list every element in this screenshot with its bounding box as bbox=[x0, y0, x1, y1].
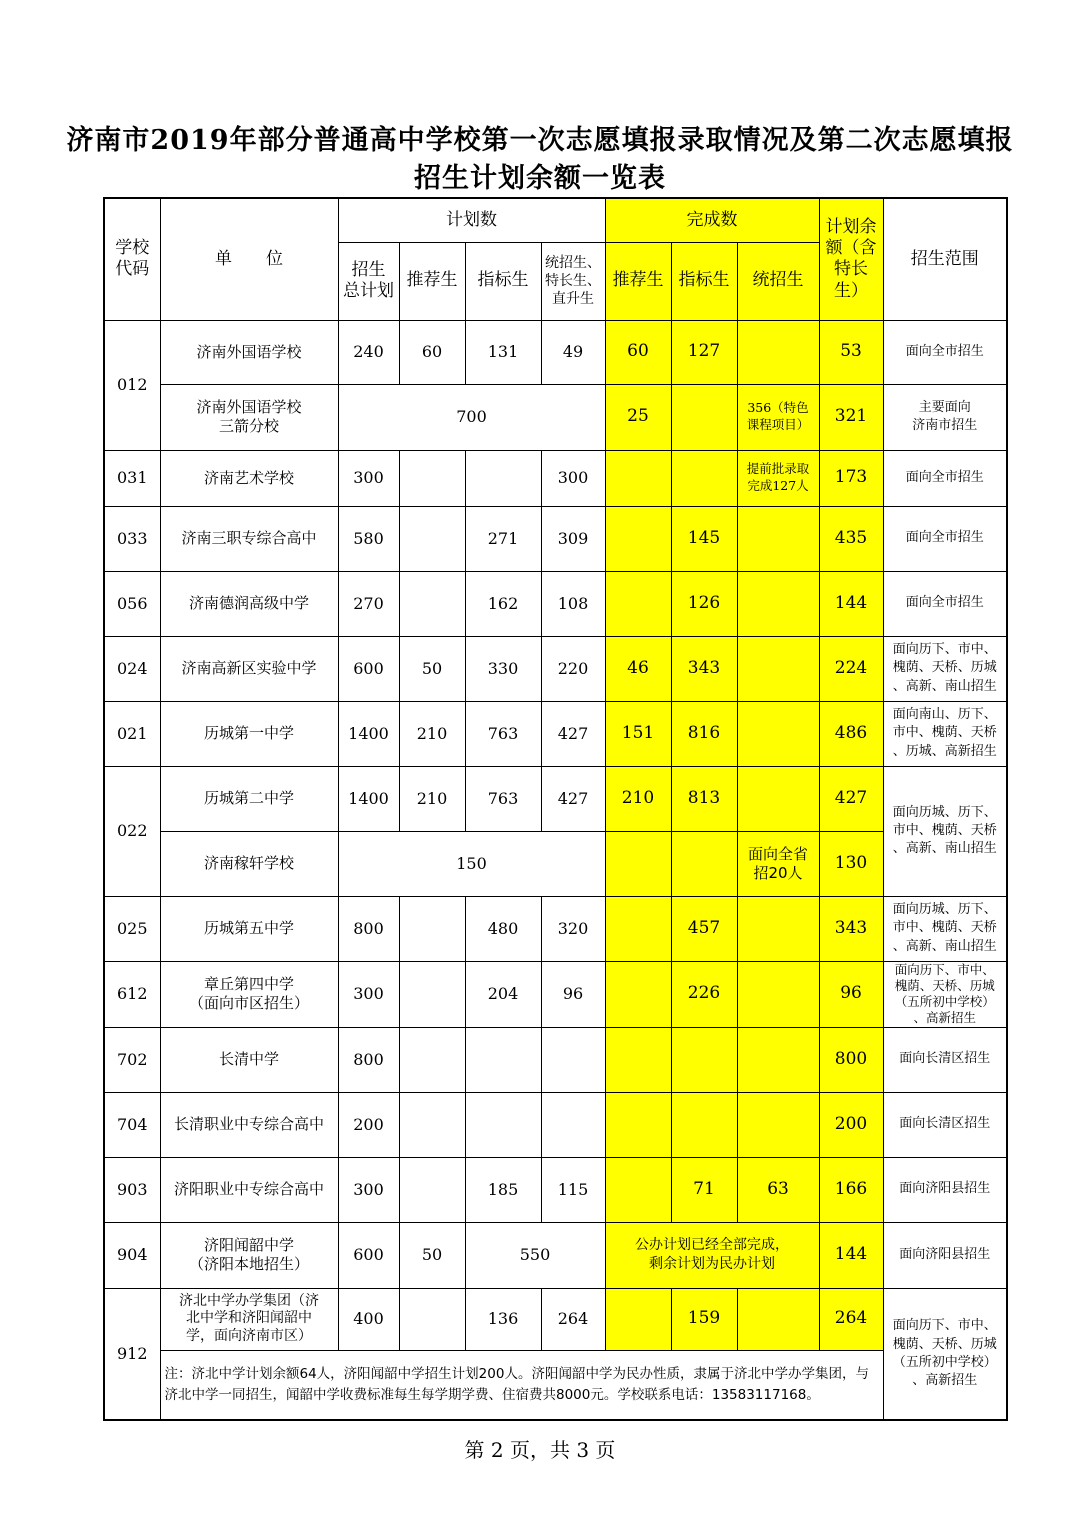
cell-remain: 144 bbox=[819, 571, 883, 636]
cell-scope: 面向长清区招生 bbox=[883, 1027, 1007, 1092]
cell-done-uni bbox=[737, 1092, 819, 1157]
cell-rec bbox=[399, 1027, 465, 1092]
cell-code: 903 bbox=[104, 1157, 160, 1222]
cell-merged-plan: 150 bbox=[338, 831, 605, 896]
cell-done-rec bbox=[605, 450, 671, 506]
cell-scope: 面向历下、市中、 槐荫、天桥、历城 （五所初中学校） 、高新招生 bbox=[883, 961, 1007, 1027]
cell-rec: 60 bbox=[399, 320, 465, 384]
cell-code: 022 bbox=[104, 766, 160, 896]
cell-remain: 435 bbox=[819, 506, 883, 571]
cell-uni: 264 bbox=[541, 1288, 605, 1350]
cell-name: 济南高新区实验中学 bbox=[160, 636, 338, 701]
cell-rec bbox=[399, 506, 465, 571]
cell-remain: 224 bbox=[819, 636, 883, 701]
cell-done-quota: 159 bbox=[671, 1288, 737, 1350]
header-plan-quota: 指标生 bbox=[465, 242, 541, 320]
cell-scope: 面向全市招生 bbox=[883, 571, 1007, 636]
table-row bbox=[104, 384, 1007, 450]
cell-uni: 427 bbox=[541, 766, 605, 831]
cell-remain: 200 bbox=[819, 1092, 883, 1157]
cell-total: 400 bbox=[338, 1288, 399, 1350]
cell-total: 200 bbox=[338, 1092, 399, 1157]
cell-merged-plan: 700 bbox=[338, 384, 605, 450]
cell-rec bbox=[399, 450, 465, 506]
cell-done-rec bbox=[605, 1092, 671, 1157]
cell-done-quota bbox=[671, 450, 737, 506]
cell-rec bbox=[399, 1288, 465, 1350]
cell-scope: 主要面向 济南市招生 bbox=[883, 384, 1007, 450]
cell-name: 济南德润高级中学 bbox=[160, 571, 338, 636]
cell-name: 济北中学办学集团（济 北中学和济阳闻韶中 学，面向济南市区） bbox=[160, 1288, 338, 1350]
table-row bbox=[104, 1027, 1007, 1092]
cell-scope: 面向全市招生 bbox=[883, 506, 1007, 571]
cell-quota: 204 bbox=[465, 961, 541, 1027]
cell-name: 济南稼轩学校 bbox=[160, 831, 338, 896]
cell-quota: 271 bbox=[465, 506, 541, 571]
cell-remain: 144 bbox=[819, 1222, 883, 1288]
header-remaining: 计划余 额（含 特长 生） bbox=[819, 198, 883, 320]
cell-code: 904 bbox=[104, 1222, 160, 1288]
header-plan-unified: 统招生、 特长生、 直升生 bbox=[541, 242, 605, 320]
cell-done-quota: 126 bbox=[671, 571, 737, 636]
table-row bbox=[104, 1350, 1007, 1420]
cell-total: 300 bbox=[338, 961, 399, 1027]
cell-done-quota: 226 bbox=[671, 961, 737, 1027]
cell-scope: 面向历城、历下、 市中、槐荫、天桥 、高新、南山招生 bbox=[883, 896, 1007, 961]
cell-done-rec: 151 bbox=[605, 701, 671, 766]
cell-done-uni bbox=[737, 896, 819, 961]
admission-table bbox=[103, 197, 1008, 1421]
cell-name: 长清职业中专综合高中 bbox=[160, 1092, 338, 1157]
table-row bbox=[104, 506, 1007, 571]
cell-name: 济阳闻韶中学 （济阳本地招生） bbox=[160, 1222, 338, 1288]
cell-done-quota: 457 bbox=[671, 896, 737, 961]
cell-total: 600 bbox=[338, 1222, 399, 1288]
cell-scope: 面向南山、历下、 市中、槐荫、天桥 、历城、高新招生 bbox=[883, 701, 1007, 766]
cell-done-quota: 816 bbox=[671, 701, 737, 766]
cell-scope: 面向全市招生 bbox=[883, 320, 1007, 384]
cell-remain: 486 bbox=[819, 701, 883, 766]
cell-quota: 136 bbox=[465, 1288, 541, 1350]
cell-done-uni: 356（特色 课程项目） bbox=[737, 384, 819, 450]
page-footer: 第 2 页，共 3 页 bbox=[464, 1438, 616, 1462]
cell-done-uni bbox=[737, 1027, 819, 1092]
cell-code: 012 bbox=[104, 320, 160, 450]
table-row bbox=[104, 450, 1007, 506]
cell-done-uni: 提前批录取 完成127人 bbox=[737, 450, 819, 506]
cell-quota: 131 bbox=[465, 320, 541, 384]
cell-done-merged: 公办计划已经全部完成， 剩余计划为民办计划 bbox=[605, 1222, 819, 1288]
cell-total: 300 bbox=[338, 1157, 399, 1222]
cell-quota bbox=[465, 450, 541, 506]
cell-done-rec: 60 bbox=[605, 320, 671, 384]
header-done-unified: 统招生 bbox=[737, 242, 819, 320]
table-row bbox=[104, 831, 1007, 896]
cell-done-uni: 面向全省 招20人 bbox=[737, 831, 819, 896]
table-row bbox=[104, 1288, 1007, 1350]
cell-done-rec bbox=[605, 1157, 671, 1222]
cell-remain: 166 bbox=[819, 1157, 883, 1222]
cell-done-rec bbox=[605, 1288, 671, 1350]
cell-total: 580 bbox=[338, 506, 399, 571]
cell-name: 济阳职业中专综合高中 bbox=[160, 1157, 338, 1222]
cell-quota: 185 bbox=[465, 1157, 541, 1222]
table-row bbox=[104, 1092, 1007, 1157]
table-row bbox=[104, 1222, 1007, 1288]
cell-remain: 173 bbox=[819, 450, 883, 506]
cell-uni: 108 bbox=[541, 571, 605, 636]
cell-done-uni bbox=[737, 506, 819, 571]
cell-done-quota: 813 bbox=[671, 766, 737, 831]
cell-rec bbox=[399, 896, 465, 961]
cell-done-rec bbox=[605, 506, 671, 571]
cell-remain: 321 bbox=[819, 384, 883, 450]
cell-remain: 343 bbox=[819, 896, 883, 961]
cell-rec: 50 bbox=[399, 1222, 465, 1288]
cell-total: 270 bbox=[338, 571, 399, 636]
header-plan-total: 招生 总计划 bbox=[338, 242, 399, 320]
cell-rec bbox=[399, 571, 465, 636]
cell-total: 800 bbox=[338, 1027, 399, 1092]
cell-name: 长清中学 bbox=[160, 1027, 338, 1092]
cell-uni: 220 bbox=[541, 636, 605, 701]
cell-quota: 763 bbox=[465, 766, 541, 831]
cell-done-quota: 127 bbox=[671, 320, 737, 384]
title-line-1: 济南市2019年部分普通高中学校第一次志愿填报录取情况及第二次志愿填报 bbox=[66, 125, 1014, 156]
cell-done-rec: 46 bbox=[605, 636, 671, 701]
table-row bbox=[104, 766, 1007, 831]
cell-scope: 面向全市招生 bbox=[883, 450, 1007, 506]
cell-uni bbox=[541, 1092, 605, 1157]
cell-total: 600 bbox=[338, 636, 399, 701]
cell-done-uni: 63 bbox=[737, 1157, 819, 1222]
cell-done-uni bbox=[737, 320, 819, 384]
cell-done-quota bbox=[671, 1092, 737, 1157]
cell-name: 章丘第四中学 （面向市区招生） bbox=[160, 961, 338, 1027]
cell-uni: 96 bbox=[541, 961, 605, 1027]
cell-name: 历城第一中学 bbox=[160, 701, 338, 766]
cell-code: 025 bbox=[104, 896, 160, 961]
cell-rec: 50 bbox=[399, 636, 465, 701]
cell-done-uni bbox=[737, 636, 819, 701]
cell-remain: 427 bbox=[819, 766, 883, 831]
cell-done-rec: 25 bbox=[605, 384, 671, 450]
cell-scope: 面向济阳县招生 bbox=[883, 1222, 1007, 1288]
cell-remain: 96 bbox=[819, 961, 883, 1027]
cell-scope: 面向长清区招生 bbox=[883, 1092, 1007, 1157]
cell-done-rec bbox=[605, 896, 671, 961]
cell-code: 912 bbox=[104, 1288, 160, 1420]
cell-total: 240 bbox=[338, 320, 399, 384]
cell-scope: 面向历城、历下、 市中、槐荫、天桥 、高新、南山招生 bbox=[883, 766, 1007, 896]
cell-done-quota bbox=[671, 1027, 737, 1092]
cell-remain: 53 bbox=[819, 320, 883, 384]
header-code: 学校 代码 bbox=[104, 198, 160, 320]
table-row bbox=[104, 320, 1007, 384]
cell-done-quota bbox=[671, 831, 737, 896]
cell-uni: 115 bbox=[541, 1157, 605, 1222]
cell-scope: 面向历下、市中、 槐荫、天桥、历城 、高新、南山招生 bbox=[883, 636, 1007, 701]
cell-done-quota: 71 bbox=[671, 1157, 737, 1222]
cell-done-rec bbox=[605, 831, 671, 896]
cell-code: 056 bbox=[104, 571, 160, 636]
cell-total: 1400 bbox=[338, 701, 399, 766]
header-done-recommend: 推荐生 bbox=[605, 242, 671, 320]
cell-done-rec: 210 bbox=[605, 766, 671, 831]
cell-total: 1400 bbox=[338, 766, 399, 831]
table-row bbox=[104, 896, 1007, 961]
cell-done-quota: 145 bbox=[671, 506, 737, 571]
table-row bbox=[104, 1157, 1007, 1222]
cell-name: 历城第二中学 bbox=[160, 766, 338, 831]
cell-quota: 763 bbox=[465, 701, 541, 766]
cell-done-uni bbox=[737, 766, 819, 831]
header-done-quota: 指标生 bbox=[671, 242, 737, 320]
cell-done-quota: 343 bbox=[671, 636, 737, 701]
cell-quota: 162 bbox=[465, 571, 541, 636]
cell-done-uni bbox=[737, 961, 819, 1027]
cell-done-rec bbox=[605, 961, 671, 1027]
cell-done-rec bbox=[605, 571, 671, 636]
cell-uni: 300 bbox=[541, 450, 605, 506]
cell-code: 033 bbox=[104, 506, 160, 571]
cell-uni: 427 bbox=[541, 701, 605, 766]
cell-uni: 309 bbox=[541, 506, 605, 571]
cell-quota: 480 bbox=[465, 896, 541, 961]
table-row bbox=[104, 571, 1007, 636]
table-row bbox=[104, 701, 1007, 766]
cell-uni bbox=[541, 1027, 605, 1092]
cell-rec: 210 bbox=[399, 701, 465, 766]
cell-done-uni bbox=[737, 1288, 819, 1350]
header-plan-recommend: 推荐生 bbox=[399, 242, 465, 320]
cell-rec bbox=[399, 961, 465, 1027]
cell-done-quota bbox=[671, 384, 737, 450]
cell-name: 济南外国语学校 bbox=[160, 320, 338, 384]
cell-code: 612 bbox=[104, 961, 160, 1027]
header-plan-group: 计划数 bbox=[338, 198, 605, 242]
cell-code: 024 bbox=[104, 636, 160, 701]
cell-merged-quota: 550 bbox=[465, 1222, 605, 1288]
cell-code: 704 bbox=[104, 1092, 160, 1157]
cell-quota: 330 bbox=[465, 636, 541, 701]
cell-name: 济南外国语学校 三箭分校 bbox=[160, 384, 338, 450]
cell-done-uni bbox=[737, 701, 819, 766]
table-row bbox=[104, 636, 1007, 701]
cell-scope: 面向历下、市中、 槐荫、天桥、历城 （五所初中学校） 、高新招生 bbox=[883, 1288, 1007, 1420]
title-line-2: 招生计划余额一览表 bbox=[414, 163, 666, 194]
note-text: 注：济北中学计划余额64人，济阳闻韶中学招生计划200人。济阳闻韶中学为民办性质，隶属于济北中学办学集团，与济北中学一同招生，闻韶中学收费标准每生每学期学费、住宿费共8000元。学校联系电话：13583117168。 bbox=[160, 1350, 883, 1420]
header-done-group: 完成数 bbox=[605, 198, 819, 242]
cell-done-uni bbox=[737, 571, 819, 636]
cell-remain: 800 bbox=[819, 1027, 883, 1092]
cell-quota bbox=[465, 1027, 541, 1092]
header-scope: 招生范围 bbox=[883, 198, 1007, 320]
cell-code: 031 bbox=[104, 450, 160, 506]
cell-name: 济南艺术学校 bbox=[160, 450, 338, 506]
cell-code: 702 bbox=[104, 1027, 160, 1092]
cell-name: 济南三职专综合高中 bbox=[160, 506, 338, 571]
cell-name: 历城第五中学 bbox=[160, 896, 338, 961]
cell-rec bbox=[399, 1157, 465, 1222]
cell-uni: 49 bbox=[541, 320, 605, 384]
cell-total: 300 bbox=[338, 450, 399, 506]
cell-scope: 面向济阳县招生 bbox=[883, 1157, 1007, 1222]
header-unit: 单 位 bbox=[160, 198, 338, 320]
cell-rec bbox=[399, 1092, 465, 1157]
cell-rec: 210 bbox=[399, 766, 465, 831]
table-row bbox=[104, 961, 1007, 1027]
cell-total: 800 bbox=[338, 896, 399, 961]
cell-code: 021 bbox=[104, 701, 160, 766]
cell-quota bbox=[465, 1092, 541, 1157]
cell-uni: 320 bbox=[541, 896, 605, 961]
cell-remain: 130 bbox=[819, 831, 883, 896]
cell-remain: 264 bbox=[819, 1288, 883, 1350]
cell-done-rec bbox=[605, 1027, 671, 1092]
